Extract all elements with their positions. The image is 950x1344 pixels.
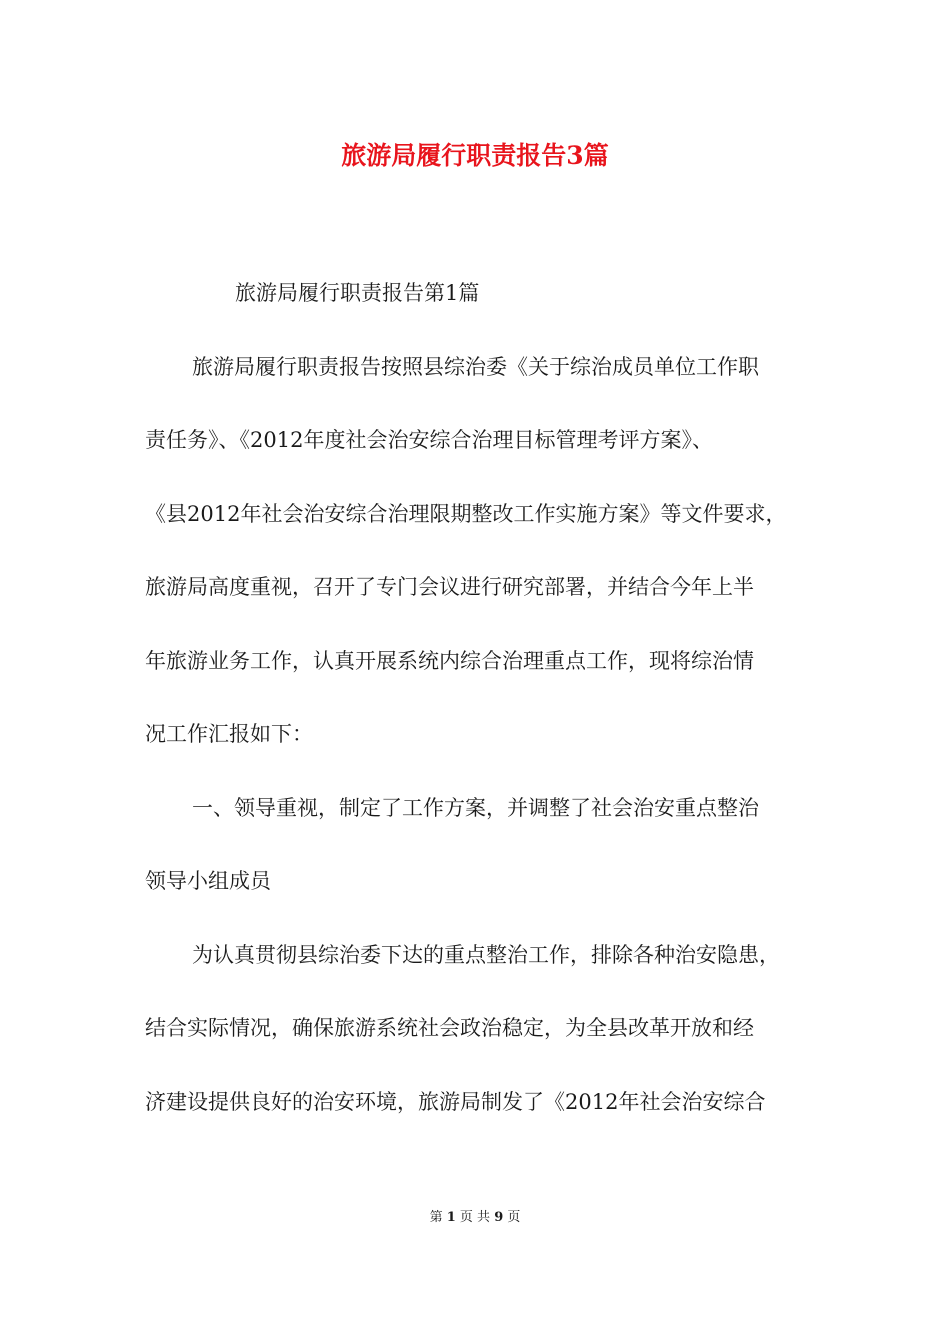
- document-body: [145, 275, 825, 1157]
- document-title: 旅游局履行职责报告3篇: [341, 141, 609, 170]
- paragraph-line: 年旅游业务工作，认真开展系统内综合治理重点工作，现将综治情: [145, 648, 754, 673]
- paragraph-line: 责任务》、《2012年度社会治安综合治理目标管理考评方案》、: [145, 428, 713, 452]
- paragraph-line: 《县2012年社会治安综合治理限期整改工作实施方案》等文件要求，: [145, 501, 787, 526]
- paragraph-line: 况工作汇报如下：: [145, 722, 313, 746]
- footer-page-number: 1: [446, 1210, 456, 1225]
- paragraph-line: 结合实际情况，确保旅游系统社会政治稳定，为全县改革开放和经: [145, 1016, 754, 1040]
- footer-suffix: 页: [507, 1210, 521, 1225]
- paragraph-line: 旅游局履行职责报告按照县综治委《关于综治成员单位工作职: [192, 354, 759, 379]
- footer-prefix: 第: [429, 1210, 443, 1225]
- page-footer: [0, 1208, 950, 1228]
- paragraph-line: 济建设提供良好的治安环境，旅游局制发了《2012年社会治安综合: [145, 1089, 766, 1114]
- section-heading-line: 一、领导重视，制定了工作方案，并调整了社会治安重点整治: [192, 795, 759, 820]
- section-subtitle: 旅游局履行职责报告第1篇: [235, 281, 480, 305]
- section-heading-line: 领导小组成员: [145, 869, 271, 893]
- footer-total-pages: 9: [494, 1210, 504, 1225]
- footer-middle: 页 共: [459, 1210, 491, 1225]
- paragraph-line: 旅游局高度重视，召开了专门会议进行研究部署，并结合今年上半: [145, 575, 754, 599]
- paragraph-line: 为认真贯彻县综治委下达的重点整治工作，排除各种治安隐患，: [192, 942, 780, 967]
